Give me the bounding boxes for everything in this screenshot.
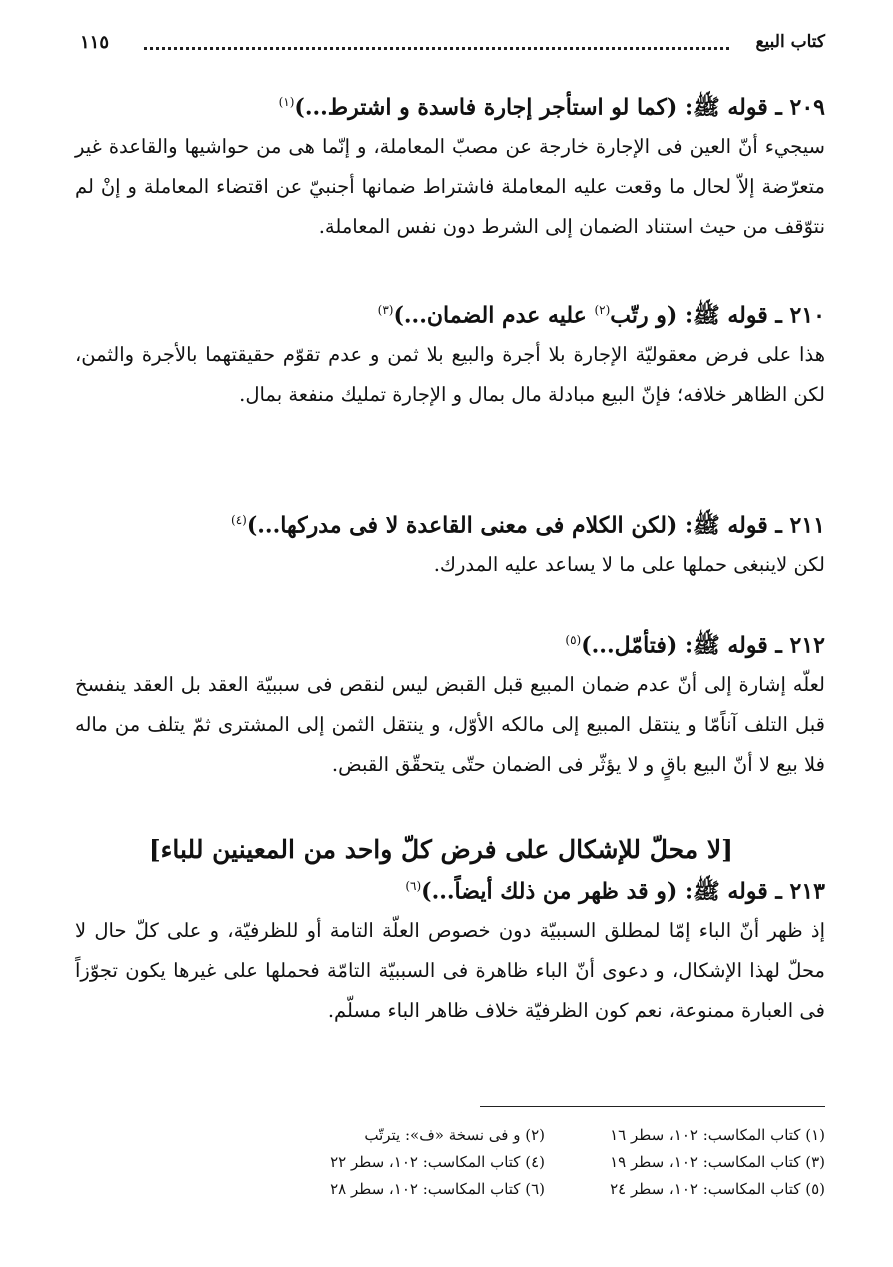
footnote: (٦) كتاب المكاسب: ١٠٢، سطر ٢٨ xyxy=(330,1180,545,1198)
footnote-ref: (١) xyxy=(278,95,295,109)
entry-heading: ٢١١ ـ قوله ﷺ: (لكن الكلام فى معنى القاعدة لا فى مدركها...)$^{(٤)}$ xyxy=(231,512,825,539)
entry-heading: ٢١٣ ـ قوله ﷺ: (و قد ظهر من ذلك أيضاً...)$^{(٦)}$ xyxy=(405,878,825,905)
entry-heading: ٢١٢ ـ قوله ﷺ: (فتأمّل...)$^{(٥)}$ xyxy=(565,632,825,659)
footnote-ref: (٥) xyxy=(565,633,582,647)
entry-label: قوله ﷺ: xyxy=(685,302,768,329)
footnote-row xyxy=(265,1149,825,1176)
entry-211 xyxy=(75,500,825,585)
entry-label: قوله ﷺ: xyxy=(685,632,768,659)
entry-quote: (لكن الكلام فى معنى القاعدة لا فى مدركها...) xyxy=(246,512,678,539)
footnote-row xyxy=(265,1122,825,1149)
entry-209 xyxy=(75,82,825,247)
entry-number: ٢٠٩ xyxy=(789,94,825,121)
page-header xyxy=(80,32,825,62)
footnote-ref: (٣) xyxy=(377,303,394,317)
section-heading: [لا محلّ للإشكال على فرض كلّ واحد من المعينين للباء] xyxy=(148,835,733,864)
entry-212 xyxy=(75,620,825,785)
entry-210 xyxy=(75,290,825,415)
entry-quote: (فتأمّل...) xyxy=(581,632,678,659)
entry-number: ٢١٣ xyxy=(789,878,825,905)
entry-213 xyxy=(75,866,825,1031)
entry-body: لعلّه إشارة إلى أنّ عدم ضمان المبيع قبل القبض ليس لنقص فى سببيّة العقد بل العقد ينفسخ قبل التلف آناًمّا و ينتقل المبيع إلى مالكه الأوّل، و ينتقل الثمن إلى المشترى ثمّ يتلف من ماله فلا بيع لا أنّ البيع باقٍ و لا يؤثّر فى الضمان حتّى يتحقّق القبض. xyxy=(75,673,825,777)
footnote: (٥) كتاب المكاسب: ١٠٢، سطر ٢٤ xyxy=(610,1180,825,1198)
entry-number: ٢١١ xyxy=(789,512,825,539)
footnote: (٣) كتاب المكاسب: ١٠٢، سطر ١٩ xyxy=(610,1153,825,1171)
entry-quote-part: عليه عدم الضمان...) xyxy=(393,302,595,329)
entry-body: سيجيء أنّ العين فى الإجارة خارجة عن مصبّ المعاملة، و إنّما هى من حواشيها والقاعدة غير متعرّضة إلاّ لحال ما وقعت عليه المعاملة فاشتراط ضمانها أجنبيّ عن اقتضاء المعاملة و إنْ لم نتوّقف من حيث استناد الضمان إلى الشرط دون نفس المعاملة. xyxy=(75,135,825,239)
entry-body: لكن لاينبغى حملها على ما لا يساعد عليه المدرك. xyxy=(433,553,825,577)
footnote-divider xyxy=(480,1106,825,1107)
entry-body: إذ ظهر أنّ الباء إمّا لمطلق السببيّة دون خصوص العلّة التامة أو للظرفيّة، و على كلّ حال لا محلّ لهذا الإشكال، و دعوى أنّ الباء ظاهرة فى السببيّة التامّة فحملها على غيرها يكون تجوّزاً فى العبارة ممنوعة، نعم كون الظرفيّة خلاف ظاهر الباء مسلّم. xyxy=(75,919,825,1023)
header-leader-dots xyxy=(144,47,729,50)
entry-label: قوله ﷺ: xyxy=(685,878,768,905)
entry-heading: ٢٠٩ ـ قوله ﷺ: (كما لو استأجر إجارة فاسدة و اشترط...)$^{(١)}$ xyxy=(278,94,825,121)
running-title: كتاب البيع xyxy=(755,32,825,52)
entry-label: قوله ﷺ: xyxy=(685,512,768,539)
page-number: ١١٥ xyxy=(80,32,110,53)
entry-number: ٢١٠ xyxy=(789,302,825,329)
footnote: (٤) كتاب المكاسب: ١٠٢، سطر ٢٢ xyxy=(330,1153,545,1171)
entry-quote-part: (و رتّب xyxy=(610,302,678,329)
footnote-ref: (٦) xyxy=(405,879,422,893)
footnote-ref: (٤) xyxy=(231,513,247,527)
footnote-row xyxy=(265,1176,825,1203)
entry-number: ٢١٢ xyxy=(789,632,825,659)
entry-quote: (كما لو استأجر إجارة فاسدة و اشترط...) xyxy=(294,94,678,121)
entry-label: قوله ﷺ: xyxy=(685,94,768,121)
entry-body: هذا على فرض معقوليّة الإجارة بلا أجرة والبيع بلا ثمن و عدم تقوّم حقيقتهما بالأجرة والثمن، لكن الظاهر خلافه؛ فإنّ البيع مبادلة مال بمال و الإجارة تمليك منفعة بمال. xyxy=(75,343,825,407)
footnotes xyxy=(265,1122,825,1203)
entry-heading: ٢١٠ ـ قوله ﷺ: (و رتّب$^{(٢)}$ عليه عدم الضمان...)$^{(٣)}$ xyxy=(377,302,825,329)
entry-quote: (و قد ظهر من ذلك أيضاً...) xyxy=(421,878,678,905)
footnote: (٢) و فى نسخة «ف»: يترتّب xyxy=(364,1126,545,1144)
footnote: (١) كتاب المكاسب: ١٠٢، سطر ١٦ xyxy=(610,1126,825,1144)
footnote-ref: (٢) xyxy=(594,303,611,317)
